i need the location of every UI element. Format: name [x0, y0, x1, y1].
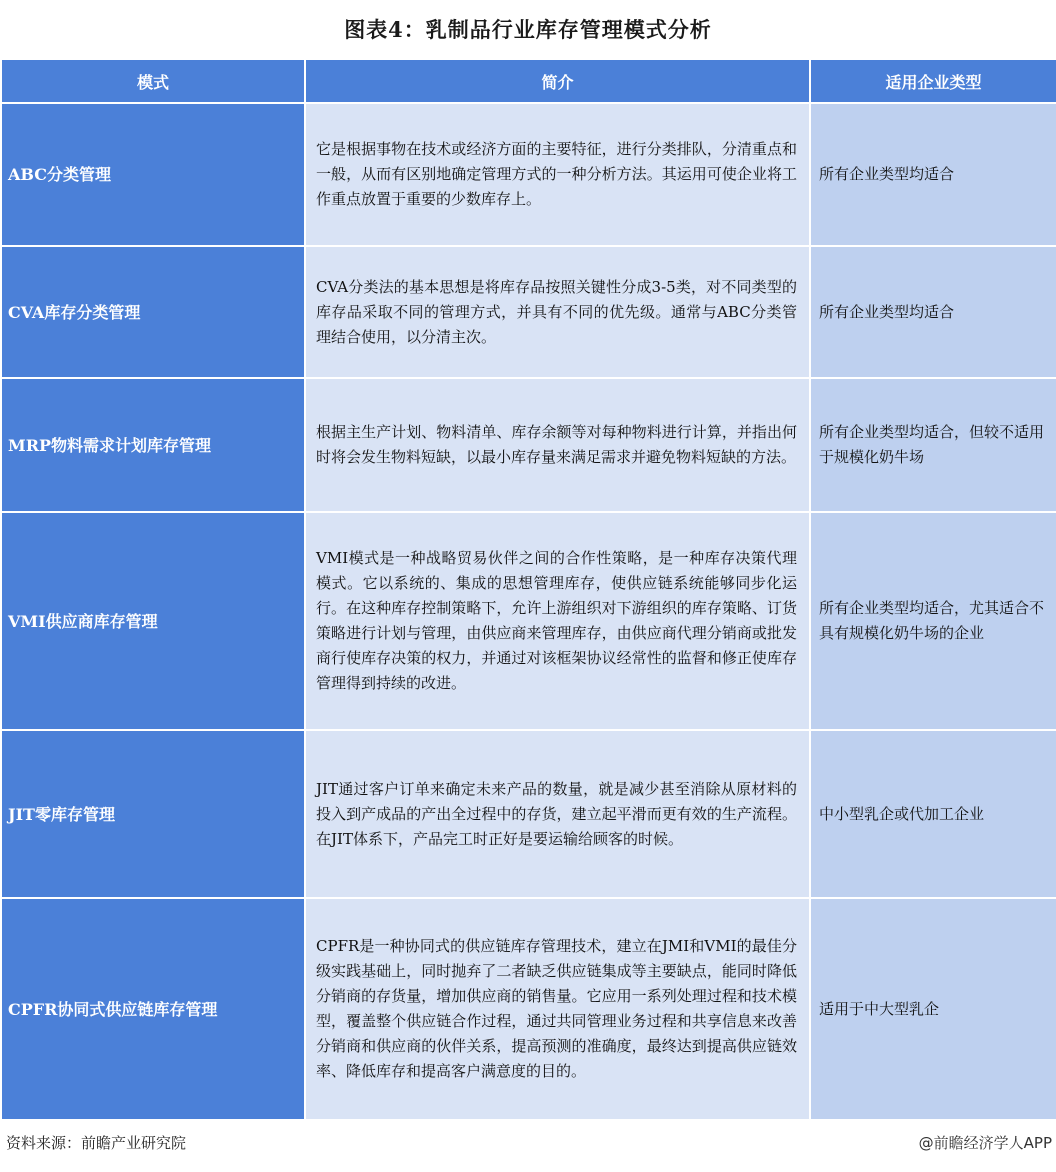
row-intro: 它是根据事物在技术或经济方面的主要特征，进行分类排队，分清重点和一般，从而有区别地确定管理方式的一种分析方法。其运用可使企业将工作重点放置于重要的少数库存上。: [305, 103, 810, 246]
row-type: 所有企业类型均适合: [810, 103, 1056, 246]
row-intro: JIT通过客户订单来确定未来产品的数量，就是减少甚至消除从原材料的投入到产成品的产出全过程中的存货，建立起平滑而更有效的生产流程。在JIT体系下，产品完工时正好是要运输给顾客的时候。: [305, 730, 810, 898]
row-type: 适用于中大型乳企: [810, 898, 1056, 1120]
row-mode: CVA库存分类管理: [1, 246, 305, 378]
row-type: 中小型乳企或代加工企业: [810, 730, 1056, 898]
header-intro: 简介: [305, 59, 810, 103]
header-type: 适用企业类型: [810, 59, 1056, 103]
table-header-row: [1, 59, 1056, 103]
row-intro: 根据主生产计划、物料清单、库存余额等对每种物料进行计算，并指出何时将会发生物料短缺，以最小库存量来满足需求并避免物料短缺的方法。: [305, 378, 810, 512]
row-type: 所有企业类型均适合，尤其适合不具有规模化奶牛场的企业: [810, 512, 1056, 730]
brand-watermark: @前瞻经济学人APP: [918, 1134, 1052, 1152]
table-row: [1, 512, 1056, 730]
row-intro: CVA分类法的基本思想是将库存品按照关键性分成3-5类，对不同类型的库存品采取不同的管理方式，并具有不同的优先级。通常与ABC分类管理结合使用，以分清主次。: [305, 246, 810, 378]
header-mode: 模式: [1, 59, 305, 103]
table-row: [1, 898, 1056, 1120]
table-row: [1, 103, 1056, 246]
row-type: 所有企业类型均适合，但较不适用于规模化奶牛场: [810, 378, 1056, 512]
inventory-mode-table: [0, 58, 1056, 1121]
table-row: [1, 730, 1056, 898]
table-row: [1, 246, 1056, 378]
row-mode: JIT零库存管理: [1, 730, 305, 898]
row-intro: VMI模式是一种战略贸易伙伴之间的合作性策略，是一种库存决策代理模式。它以系统的、集成的思想管理库存，使供应链系统能够同步化运行。在这种库存控制策略下，允许上游组织对下游组织的库存策略、订货策略进行计划与管理，由供应商来管理库存，由供应商代理分销商或批发商行使库存决策的权力，并通过对该框架协议经常性的监督和修正使库存管理得到持续的改进。: [305, 512, 810, 730]
row-mode: VMI供应商库存管理: [1, 512, 305, 730]
table-row: [1, 378, 1056, 512]
row-mode: ABC分类管理: [1, 103, 305, 246]
row-mode: MRP物料需求计划库存管理: [1, 378, 305, 512]
chart-title: 图表4：乳制品行业库存管理模式分析: [344, 17, 712, 42]
row-intro: CPFR是一种协同式的供应链库存管理技术，建立在JMI和VMI的最佳分级实践基础上，同时抛弃了二者缺乏供应链集成等主要缺点，能同时降低分销商的存货量，增加供应商的销售量。它应用一系列处理过程和技术模型，覆盖整个供应链合作过程，通过共同管理业务过程和共享信息来改善分销商和供应商的伙伴关系，提高预测的准确度，最终达到提高供应链效率、降低库存和提高客户满意度的目的。: [305, 898, 810, 1120]
row-mode: CPFR协同式供应链库存管理: [1, 898, 305, 1120]
source-note: 资料来源：前瞻产业研究院: [6, 1134, 187, 1152]
row-type: 所有企业类型均适合: [810, 246, 1056, 378]
